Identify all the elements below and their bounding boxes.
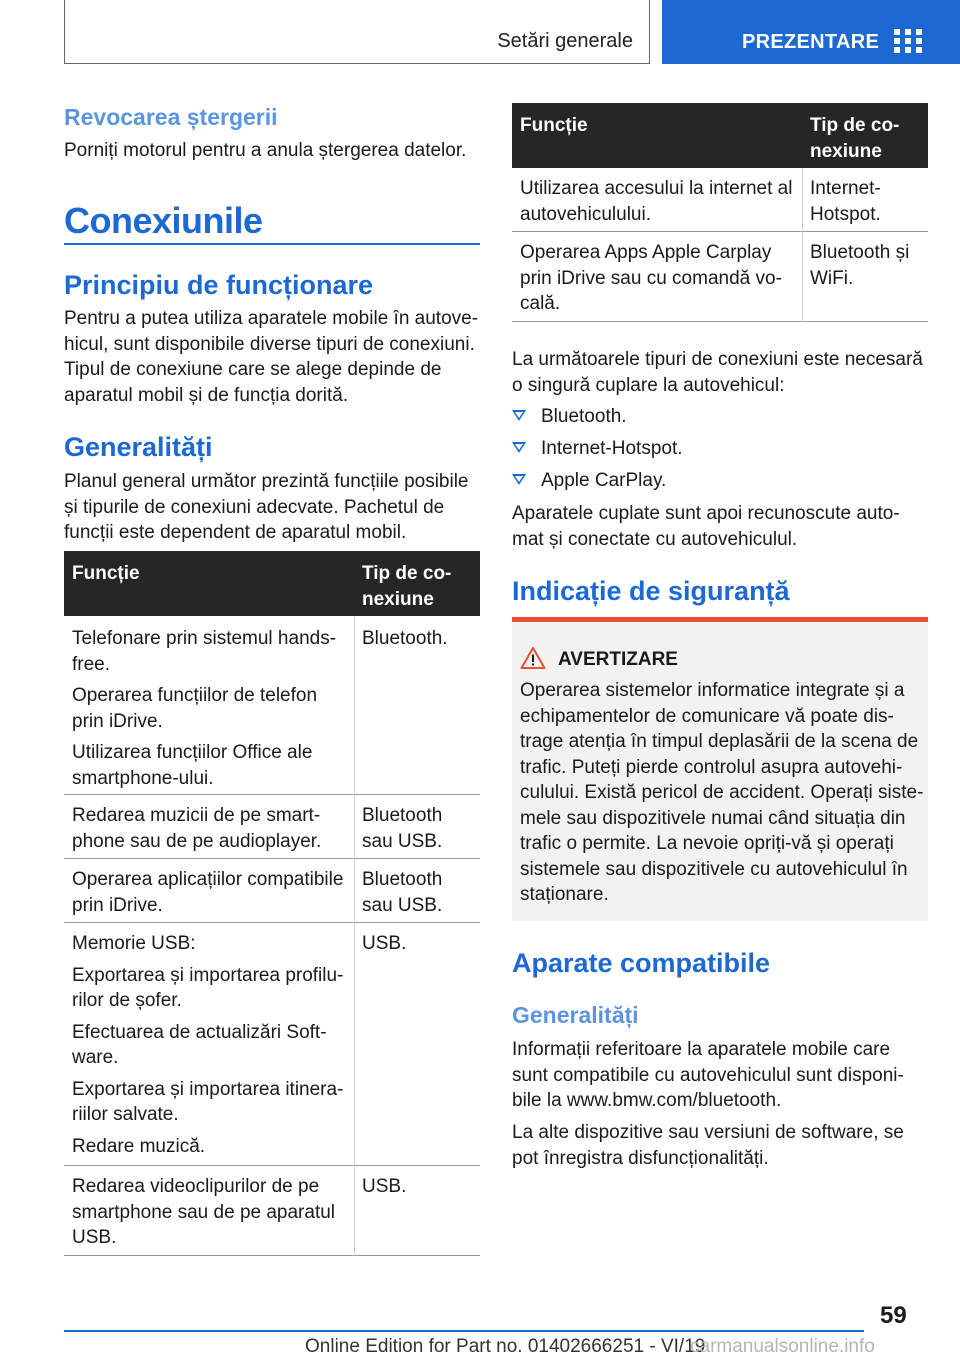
text-line: aparatul mobil și de funcția dorită.: [64, 384, 349, 406]
text-line: trafic. Puteți pierde controlul asupra autovehi‐: [520, 756, 903, 778]
cell-line: ware.: [72, 1047, 119, 1068]
cell-line: Bluetooth și: [810, 242, 910, 263]
text-line: La următoarele tipuri de conexiuni este necesară: [512, 349, 923, 370]
row-connection-cell: [362, 1174, 474, 1200]
header-chapter-title: PREZENTARE: [742, 31, 880, 53]
table-row: [64, 923, 480, 1166]
header-line: Tip de co‐: [362, 563, 452, 584]
cell-line: riilor salvate.: [72, 1104, 179, 1125]
cell-line: Internet-: [810, 178, 881, 199]
column-divider: [354, 616, 355, 1256]
cell-line: Bluetooth: [362, 805, 443, 826]
conexiunile-rule: [64, 243, 480, 245]
alte-dispozitive-text: [512, 1120, 928, 1171]
table-header: [512, 103, 928, 168]
principiu-text: [64, 306, 480, 408]
cell-line: Utilizarea accesului la internet al: [520, 178, 793, 199]
text-line: funcții este dependent de aparatul mobil.: [64, 522, 407, 543]
row-function-cell: [72, 803, 348, 854]
cell-line: Redarea muzicii de pe smart‐: [72, 805, 321, 826]
cell-line: Efectuarea de actualizări Soft‐: [72, 1021, 327, 1043]
cell-line: Redarea videoclipurilor de pe: [72, 1176, 320, 1197]
cell-line: smartphone-ului.: [72, 767, 214, 789]
warning-triangle-icon: [520, 646, 546, 670]
header-cell-connection-type: [362, 561, 451, 612]
text-line: sunt compatibile cu autovehiculul sunt disponi‐: [512, 1064, 904, 1086]
text-line: pot înregistra disfuncționalități.: [512, 1147, 769, 1169]
bullet-triangle-icon: [512, 442, 526, 453]
text-line: Aparatele cuplate sunt apoi recunoscute auto‐: [512, 503, 900, 524]
text-line: Operarea sistemelor informatice integrate și a: [520, 680, 905, 701]
text-line: bile la www.bmw.com/bluetooth.: [512, 1090, 782, 1111]
bullet-triangle-icon: [512, 474, 526, 485]
header-line: Tip de co‐: [810, 115, 900, 136]
text-line: hicul, sunt disponibile diverse tipuri de conexiuni.: [64, 333, 475, 355]
text-line: Tipul de conexiune care se alege depinde de: [64, 359, 442, 380]
text-line: trage atenția în timpul deplasării de la scena de: [520, 731, 919, 752]
header-chapter-tab[interactable]: [662, 0, 960, 64]
text-line: mele sau dispozitivele numai când situația din: [520, 807, 906, 829]
text-line: trafic o permite. La nevoie opriți-vă și operați: [520, 833, 894, 854]
bullet-text: Internet-Hotspot.: [541, 438, 683, 459]
warning-box: [512, 617, 928, 921]
row-function-cell: [72, 1174, 348, 1251]
bullet-text: Bluetooth.: [541, 406, 627, 427]
cell-line: Hotspot.: [810, 203, 881, 225]
text-line: Pentru a putea utiliza aparatele mobile în autove‐: [64, 308, 479, 329]
grid-menu-icon[interactable]: [894, 29, 922, 53]
cell-line: USB.: [362, 1176, 407, 1197]
table-row: [64, 1166, 480, 1256]
cell-line: USB.: [362, 933, 407, 954]
cell-line: Exportarea și importarea itinera‐: [72, 1078, 344, 1100]
header-cell-connection-type: [810, 113, 899, 164]
cell-line: prin iDrive.: [72, 894, 163, 916]
row-connection-cell: [810, 176, 922, 227]
warning-title: AVERTIZARE: [558, 649, 678, 670]
cell-line: smartphone sau de pe aparatul: [72, 1201, 336, 1223]
row-connection-cell: [362, 867, 474, 918]
row-function-cell: [72, 867, 348, 918]
cell-line: Telefonare prin sistemul hands‐: [72, 628, 337, 649]
cell-line: prin iDrive.: [72, 710, 163, 732]
table-header: [64, 551, 480, 616]
cell-line: Utilizarea funcțiilor Office ale: [72, 742, 313, 763]
row-connection-cell: [362, 931, 474, 957]
header-line: nexiune: [362, 588, 434, 610]
generalitati2-heading: Generalități: [512, 1002, 639, 1028]
conexiunile-heading: Conexiunile: [64, 200, 263, 241]
functions-table: [64, 551, 480, 1256]
cell-line: phone sau de pe audioplayer.: [72, 830, 322, 852]
footer-rule: [64, 1330, 864, 1332]
footer-watermark: carmanualsonline.info: [690, 1336, 875, 1357]
siguranta-heading: Indicație de siguranță: [512, 576, 790, 606]
coupling-intro-text: [512, 347, 928, 398]
warning-text: [520, 678, 924, 908]
cell-line: Operarea funcțiilor de telefon: [72, 685, 318, 706]
cell-line: Redare muzică.: [72, 1135, 206, 1157]
row-function-cell: [520, 176, 796, 227]
text-line: staționare.: [520, 884, 609, 905]
aparate-heading: Aparate compatibile: [512, 948, 771, 978]
header-line: nexiune: [810, 140, 882, 162]
revocare-text: Porniți motorul pentru a anula ștergerea datelor.: [64, 140, 467, 161]
aparate-text: [512, 1037, 928, 1114]
row-connection-cell: [362, 803, 474, 854]
cell-line: Memorie USB:: [72, 933, 196, 954]
cell-line: sau USB.: [362, 894, 443, 916]
row-connection-cell: [810, 240, 922, 291]
text-line: echipamentelor de comunicare vă poate dis‐: [520, 705, 894, 727]
page-number: 59: [880, 1302, 907, 1329]
cell-line: Operarea aplicațiilor compatibile: [72, 869, 344, 890]
generalitati-heading: Generalități: [64, 432, 213, 462]
cell-line: sau USB.: [362, 830, 443, 852]
cell-line: WiFi.: [810, 267, 854, 289]
bullet-triangle-icon: [512, 410, 526, 421]
row-function-cell: [72, 626, 348, 791]
header-section-box: [64, 0, 650, 64]
table-row: [512, 232, 928, 322]
cell-line: Bluetooth: [362, 869, 443, 890]
table-row: [512, 168, 928, 232]
coupled-devices-text: [512, 501, 928, 552]
cell-line: autovehiculului.: [520, 203, 651, 225]
cell-line: rilor de șofer.: [72, 990, 182, 1011]
table-row: [64, 616, 480, 795]
cell-line: free.: [72, 653, 111, 675]
cell-line: prin iDrive sau cu comandă vo‐: [520, 267, 782, 289]
row-connection-cell: [362, 626, 474, 652]
row-function-cell: [520, 240, 796, 317]
text-line: Planul general următor prezintă funcțiile posibile: [64, 471, 469, 492]
text-line: și tipurile de conexiuni adecvate. Pachetul de: [64, 496, 445, 518]
table-row: [64, 859, 480, 923]
functions-table-continued: [512, 103, 928, 322]
cell-line: Operarea Apps Apple Carplay: [520, 242, 772, 263]
header-section-title: Setări generale: [497, 30, 633, 52]
cell-line: Bluetooth.: [362, 628, 448, 649]
text-line: Informații referitoare la aparatele mobile care: [512, 1039, 891, 1060]
text-line: sistemele sau dispozitivele cu autovehiculul în: [520, 858, 908, 880]
text-line: culului. Există pericol de accident. Operați siste‐: [520, 782, 924, 803]
bullet-text: Apple CarPlay.: [541, 470, 667, 491]
revocare-heading: Revocarea ștergerii: [64, 104, 278, 130]
text-line: mat și conectate cu autovehiculul.: [512, 528, 798, 550]
row-function-cell: [72, 931, 348, 1159]
header-cell-function: Funcție: [72, 563, 140, 584]
cell-line: cală.: [520, 293, 561, 314]
text-line: o singură cuplare la autovehicul:: [512, 374, 785, 396]
text-line: La alte dispozitive sau versiuni de software, se: [512, 1122, 904, 1143]
footer-edition: Online Edition for Part no. 01402666251 - VI/19: [305, 1336, 706, 1357]
column-divider: [802, 168, 803, 322]
generalitati-text: [64, 469, 480, 546]
cell-line: Exportarea și importarea profilu‐: [72, 964, 344, 986]
header-cell-function: Funcție: [520, 115, 588, 136]
table-row: [64, 795, 480, 859]
cell-line: USB.: [72, 1227, 117, 1248]
principiu-heading: Principiu de funcționare: [64, 270, 374, 300]
